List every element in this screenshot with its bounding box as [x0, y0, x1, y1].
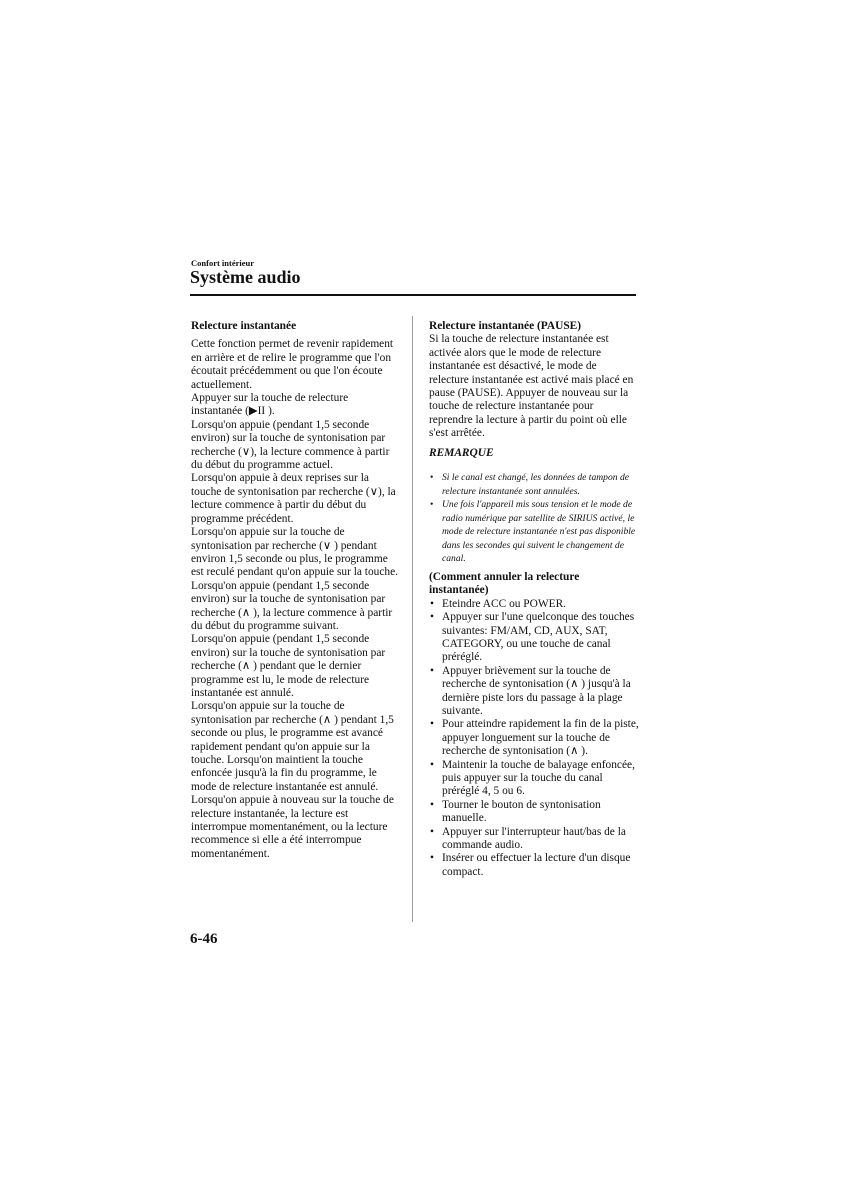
left-column — [191, 320, 401, 861]
paragraph: Cette fonction permet de revenir rapidement en arrière et de relire le programme que l'on écoutait précédemment ou que l'on écoute actuellement. — [191, 338, 394, 391]
list-item: • Pour atteindre rapidement la fin de la piste, appuyer longuement sur la touche de recherche de syntonisation (∧ ). — [429, 718, 639, 758]
header-rule — [190, 294, 636, 296]
page-number: 6-46 — [190, 931, 218, 947]
list-item: • Maintenir la touche de balayage enfoncée, puis appuyer sur la touche du canal préréglé 4, 5 ou 6. — [429, 759, 639, 799]
paragraph: Lorsqu'on appuie (pendant 1,5 seconde environ) sur la touche de syntonisation par recherche (∧ ), la lecture commence à partir du début du programme suivant. — [191, 579, 393, 632]
paragraph: Lorsqu'on appuie (pendant 1,5 seconde environ) sur la touche de syntonisation par recherche (∧ ) pendant que le dernier programme est lu, le mode de relecture instantanée est annulé. — [191, 633, 386, 699]
paragraph: Lorsqu'on appuie (pendant 1,5 seconde environ) sur la touche de syntonisation par recherche (∨), la lecture commence à partir du début du programme actuel. — [191, 418, 390, 472]
paragraph: Si la touche de relecture instantanée est activée alors que le mode de relecture instantanée est désactivé, le mode de relecture instantanée est activé mais placé en pause (PAUSE). Appuyer de nouveau sur la touche de relecture instantanée pour reprendre la lecture à partir du point où elle s'est arrêtée. — [429, 333, 634, 440]
paragraph: Lorsqu'on appuie à nouveau sur la touche de relecture instantanée, la lecture est interrompue momentanément, ou la lecture recommence si elle a été interrompue momentanément. — [191, 794, 394, 860]
cancel-list — [429, 598, 639, 880]
list-item: • Appuyer sur l'interrupteur haut/bas de la commande audio. — [429, 826, 639, 853]
cancel-heading: (Comment annuler la relecture instantanée) — [429, 570, 580, 597]
paragraph: Lorsqu'on appuie sur la touche de syntonisation par recherche (∧ ) pendant 1,5 seconde ou plus, le programme est avancé rapidement pendant qu'on appuie sur la touche. Lorsqu'on maintient la touche enfoncée jusqu'à la fin du programme, le mode de relecture instantanée est annulé. — [191, 700, 394, 793]
paragraph: Lorsqu'on appuie sur la touche de syntonisation par recherche (∨ ) pendant environ 1,5 seconde ou plus, le programme est reculé pendant qu'on appuie sur la touche. — [191, 526, 399, 579]
page-title: Système audio — [190, 267, 301, 287]
list-item: • Appuyer brièvement sur la touche de recherche de syntonisation (∧ ) jusqu'à la dernière piste lors du passage à la plage suivante. — [429, 665, 639, 719]
list-item: • Tourner le bouton de syntonisation manuelle. — [429, 799, 639, 826]
section-label: Confort intérieur — [191, 258, 255, 268]
column-divider — [412, 316, 413, 922]
section-heading: Relecture instantanée — [191, 320, 297, 332]
list-item: • Appuyer sur l'une quelconque des touches suivantes: FM/AM, CD, AUX, SAT, CATEGORY, ou une touche de canal préréglé. — [429, 611, 639, 665]
note-list — [429, 471, 639, 566]
paragraph: Appuyer sur la touche de relecture instantanée (▶II ). — [191, 392, 349, 418]
list-item: • Eteindre ACC ou POWER. — [429, 598, 639, 611]
list-item: • Insérer ou effectuer la lecture d'un disque compact. — [429, 852, 639, 879]
note-item: • Si le canal est changé, les données de tampon de relecture instantanée sont annulées. — [429, 471, 639, 498]
right-column — [429, 320, 639, 879]
paragraph: Lorsqu'on appuie à deux reprises sur la touche de syntonisation par recherche (∨), la lecture commence à partir du début du programme précédent. — [191, 472, 396, 525]
note-title: REMARQUE — [429, 446, 494, 459]
section-heading: Relecture instantanée (PAUSE) — [429, 320, 582, 332]
note-item: • Une fois l'appareil mis sous tension et le mode de radio numérique par satellite de SIRIUS activé, le mode de relecture instantanée n'est pas disponible dans les secondes qui suivent le changement de canal. — [429, 498, 639, 566]
